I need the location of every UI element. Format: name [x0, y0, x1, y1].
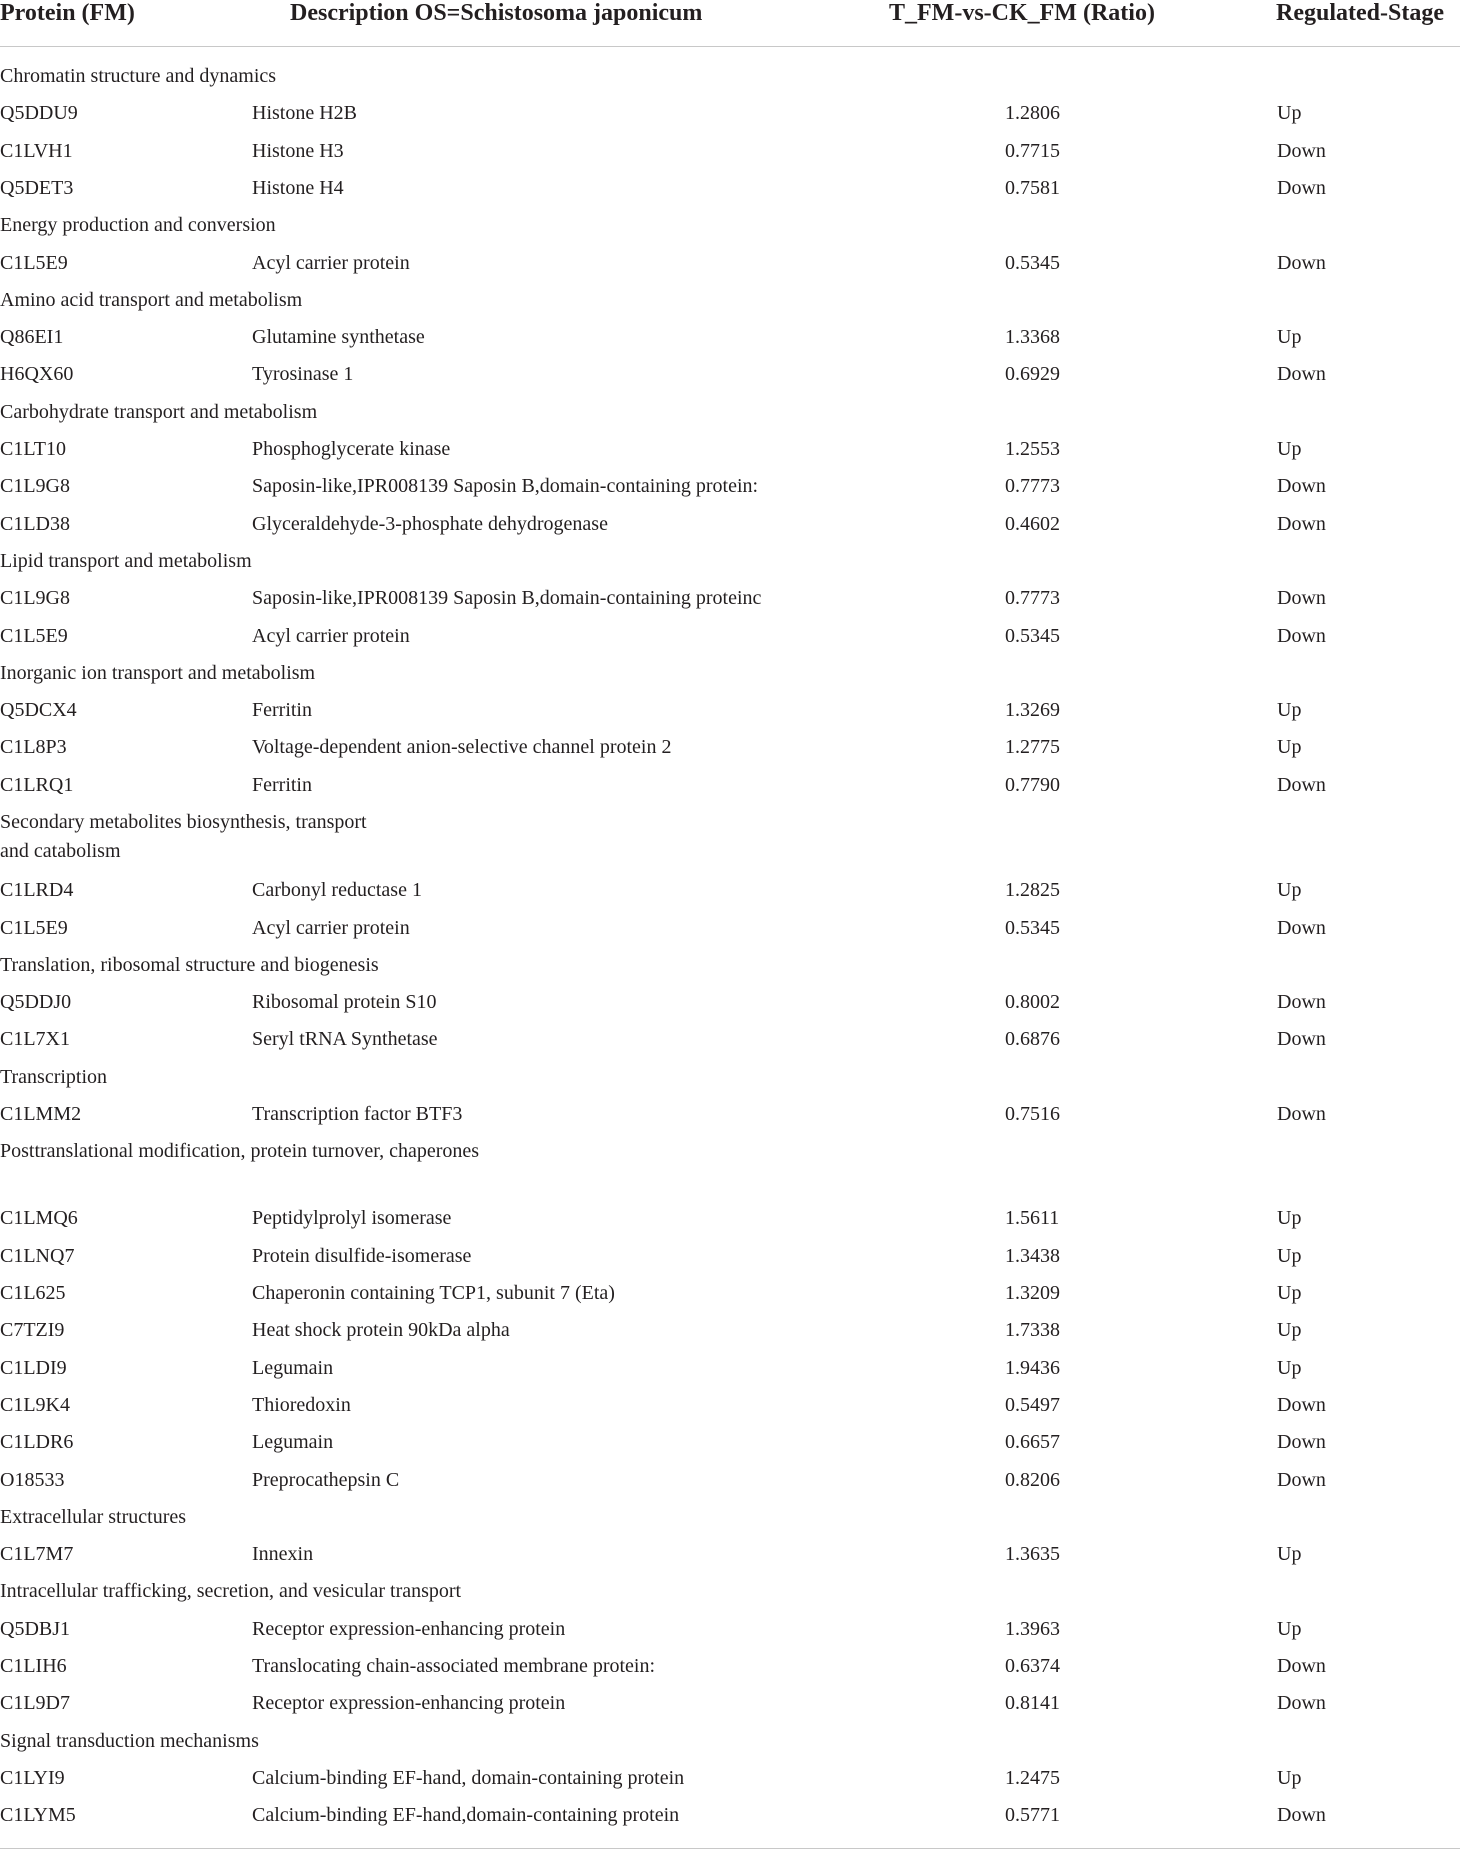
regulated-stage-cell: Down	[1277, 1103, 1326, 1126]
ratio-cell: 0.7773	[1005, 475, 1060, 498]
category-label-continued: and catabolism	[0, 840, 121, 862]
description-cell: Peptidylprolyl isomerase	[252, 1207, 452, 1230]
category-heading	[0, 286, 302, 315]
protein-id-cell: C1LMQ6	[0, 1207, 78, 1230]
category-heading	[0, 1577, 461, 1606]
regulated-stage-cell: Down	[1277, 624, 1326, 647]
category-heading	[0, 659, 315, 688]
header-ratio: T_FM-vs-CK_FM (Ratio)	[889, 0, 1155, 26]
description-cell: Receptor expression-enhancing protein	[252, 1692, 566, 1715]
description-cell: Innexin	[252, 1543, 314, 1566]
header-protein: Protein (FM)	[0, 0, 135, 26]
category-label: Transcription	[0, 1065, 108, 1088]
description-cell: Glutamine synthetase	[252, 326, 425, 349]
protein-id-cell: C1L5E9	[0, 624, 68, 647]
category-heading	[0, 1503, 186, 1532]
description-cell: Legumain	[252, 1431, 334, 1454]
protein-id-cell: O18533	[0, 1468, 65, 1491]
ratio-cell: 0.5497	[1005, 1393, 1060, 1416]
description-cell: Ferritin	[252, 699, 312, 722]
description-cell: Voltage-dependent anion-selective channel protein 2	[252, 736, 672, 759]
description-cell: Tyrosinase 1	[252, 363, 354, 386]
protein-id-cell: H6QX60	[0, 363, 74, 386]
ratio-cell: 1.3269	[1005, 699, 1060, 722]
regulated-stage-cell: Down	[1277, 1393, 1326, 1416]
ratio-cell: 1.2475	[1005, 1766, 1060, 1789]
regulated-stage-cell: Down	[1277, 991, 1326, 1014]
ratio-cell: 0.7773	[1005, 587, 1060, 610]
ratio-cell: 0.5771	[1005, 1804, 1060, 1827]
category-label: Carbohydrate transport and metabolism	[0, 400, 318, 423]
header-regulated-stage: Regulated-Stage	[1276, 0, 1444, 26]
ratio-cell: 1.7338	[1005, 1319, 1060, 1342]
regulated-stage-cell: Down	[1277, 1468, 1326, 1491]
category-heading	[0, 1727, 259, 1756]
ratio-cell: 0.7516	[1005, 1103, 1060, 1126]
protein-id-cell: C1LDI9	[0, 1356, 67, 1379]
ratio-cell: 0.7581	[1005, 176, 1060, 199]
category-heading	[0, 808, 367, 866]
category-label: Energy production and conversion	[0, 214, 276, 237]
protein-id-cell: C1LMM2	[0, 1103, 82, 1126]
regulated-stage-cell: Up	[1277, 736, 1302, 759]
regulated-stage-cell: Down	[1277, 916, 1326, 939]
regulated-stage-cell: Up	[1277, 326, 1302, 349]
ratio-cell: 0.7790	[1005, 773, 1060, 796]
ratio-cell: 1.3963	[1005, 1617, 1060, 1640]
description-cell: Histone H3	[252, 139, 344, 162]
ratio-cell: 1.3368	[1005, 326, 1060, 349]
regulated-stage-cell: Up	[1277, 1356, 1302, 1379]
ratio-cell: 0.6374	[1005, 1655, 1060, 1678]
regulated-stage-cell: Down	[1277, 1431, 1326, 1454]
category-heading	[0, 62, 276, 91]
protein-id-cell: C1L9D7	[0, 1692, 70, 1715]
description-cell: Acyl carrier protein	[252, 916, 410, 939]
ratio-cell: 0.4602	[1005, 512, 1060, 535]
regulated-stage-cell: Down	[1277, 512, 1326, 535]
protein-id-cell: C1L9G8	[0, 475, 70, 498]
category-label: Lipid transport and metabolism	[0, 549, 252, 572]
category-label: Inorganic ion transport and metabolism	[0, 661, 316, 684]
category-label: Secondary metabolites biosynthesis, transport	[0, 811, 367, 833]
description-cell: Phosphoglycerate kinase	[252, 438, 451, 460]
ratio-cell: 1.2775	[1005, 736, 1060, 759]
regulated-stage-cell: Up	[1277, 1207, 1302, 1230]
protein-id-cell: C1L5E9	[0, 251, 68, 274]
category-label: Extracellular structures	[0, 1505, 187, 1528]
regulated-stage-cell: Up	[1277, 1244, 1302, 1267]
protein-id-cell: C1LRQ1	[0, 773, 74, 796]
ratio-cell: 0.5345	[1005, 624, 1060, 647]
description-cell: Receptor expression-enhancing protein	[252, 1617, 566, 1640]
description-cell: Saposin-like,IPR008139 Saposin B,domain-containing protein:	[252, 475, 759, 498]
regulated-stage-cell: Down	[1277, 1028, 1326, 1051]
ratio-cell: 1.3209	[1005, 1282, 1060, 1305]
category-heading	[0, 211, 276, 240]
ratio-cell: 1.3438	[1005, 1244, 1060, 1267]
ratio-cell: 0.6929	[1005, 363, 1060, 386]
protein-id-cell: C1L9K4	[0, 1393, 70, 1416]
regulated-stage-cell: Down	[1277, 475, 1326, 498]
ratio-cell: 0.8002	[1005, 991, 1060, 1014]
protein-id-cell: C1L9G8	[0, 587, 70, 610]
protein-id-cell: C1L625	[0, 1282, 66, 1305]
category-heading	[0, 547, 252, 576]
protein-id-cell: C1L5E9	[0, 916, 68, 939]
ratio-cell: 1.2825	[1005, 879, 1060, 902]
protein-id-cell: C1LYI9	[0, 1766, 65, 1789]
regulated-stage-cell: Down	[1277, 176, 1326, 199]
description-cell: Acyl carrier protein	[252, 624, 410, 647]
category-heading	[0, 398, 317, 427]
description-cell: Seryl tRNA Synthetase	[252, 1028, 438, 1051]
ratio-cell: 0.5345	[1005, 916, 1060, 939]
description-cell: Glyceraldehyde-3-phosphate dehydrogenase	[252, 512, 608, 535]
protein-id-cell: Q5DET3	[0, 176, 74, 199]
regulated-stage-cell: Up	[1277, 1543, 1302, 1566]
ratio-cell: 0.6657	[1005, 1431, 1060, 1454]
description-cell: Calcium-binding EF-hand,domain-containing protein	[252, 1804, 680, 1827]
category-label: Posttranslational modification, protein turnover, chaperones	[0, 1140, 480, 1163]
regulated-stage-cell: Down	[1277, 1655, 1326, 1678]
protein-id-cell: C1LRD4	[0, 879, 74, 902]
description-cell: Heat shock protein 90kDa alpha	[252, 1319, 510, 1342]
protein-id-cell: Q5DCX4	[0, 699, 77, 722]
description-cell: Chaperonin containing TCP1, subunit 7 (Eta)	[252, 1282, 615, 1305]
description-cell: Carbonyl reductase 1	[252, 879, 422, 902]
category-label: Chromatin structure and dynamics	[0, 65, 277, 87]
category-label: Translation, ribosomal structure and biogenesis	[0, 953, 379, 976]
description-cell: Legumain	[252, 1356, 334, 1379]
regulated-stage-cell: Up	[1277, 102, 1302, 125]
category-label: Intracellular trafficking, secretion, and vesicular transport	[0, 1580, 462, 1603]
ratio-cell: 0.7715	[1005, 139, 1060, 162]
description-cell: Histone H4	[252, 176, 344, 199]
regulated-stage-cell: Down	[1277, 251, 1326, 274]
protein-id-cell: C1LD38	[0, 512, 70, 535]
description-cell: Preprocathepsin C	[252, 1468, 400, 1491]
description-cell: Histone H2B	[252, 102, 357, 125]
regulated-stage-cell: Down	[1277, 139, 1326, 162]
ratio-cell: 1.2806	[1005, 102, 1060, 125]
description-cell: Saposin-like,IPR008139 Saposin B,domain-containing proteinc	[252, 587, 762, 610]
regulated-stage-cell: Up	[1277, 879, 1302, 902]
regulated-stage-cell: Up	[1277, 438, 1302, 460]
regulated-stage-cell: Down	[1277, 363, 1326, 386]
header-description: Description OS=Schistosoma japonicum	[290, 0, 703, 26]
regulated-stage-cell: Up	[1277, 1617, 1302, 1640]
protein-id-cell: C1LNQ7	[0, 1244, 75, 1267]
ratio-cell: 0.8206	[1005, 1468, 1060, 1491]
ratio-cell: 0.8141	[1005, 1692, 1060, 1715]
ratio-cell: 1.2553	[1005, 438, 1060, 460]
category-heading	[0, 1137, 479, 1166]
description-cell: Calcium-binding EF-hand, domain-containing protein	[252, 1766, 685, 1789]
regulated-stage-cell: Down	[1277, 1692, 1326, 1715]
description-cell: Acyl carrier protein	[252, 251, 410, 274]
regulated-stage-cell: Up	[1277, 1282, 1302, 1305]
table-bottom-rule	[0, 1848, 1460, 1849]
category-heading	[0, 951, 379, 980]
regulated-stage-cell: Down	[1277, 587, 1326, 610]
ratio-cell: 1.3635	[1005, 1543, 1060, 1566]
ratio-cell: 1.5611	[1005, 1207, 1060, 1230]
protein-id-cell: Q5DDU9	[0, 102, 78, 125]
table-header	[0, 0, 1460, 47]
category-heading	[0, 1063, 107, 1092]
protein-id-cell: C1L8P3	[0, 736, 67, 759]
protein-id-cell: Q86EI1	[0, 326, 64, 349]
category-label: Amino acid transport and metabolism	[0, 288, 303, 311]
protein-id-cell: C1LIH6	[0, 1655, 67, 1678]
regulated-stage-cell: Down	[1277, 1804, 1326, 1827]
protein-id-cell: C1LT10	[0, 438, 66, 460]
description-cell: Ferritin	[252, 773, 312, 796]
description-cell: Protein disulfide-isomerase	[252, 1244, 472, 1267]
ratio-cell: 0.6876	[1005, 1028, 1060, 1051]
description-cell: Thioredoxin	[252, 1393, 351, 1416]
category-label: Signal transduction mechanisms	[0, 1729, 259, 1752]
regulated-stage-cell: Up	[1277, 1319, 1302, 1342]
protein-id-cell: C1LVH1	[0, 139, 73, 162]
description-cell: Translocating chain-associated membrane protein:	[252, 1655, 656, 1678]
protein-id-cell: C1L7X1	[0, 1028, 70, 1051]
description-cell: Ribosomal protein S10	[252, 991, 437, 1014]
protein-id-cell: C1LDR6	[0, 1431, 74, 1454]
regulated-stage-cell: Down	[1277, 773, 1326, 796]
protein-id-cell: Q5DBJ1	[0, 1617, 71, 1640]
regulated-stage-cell: Up	[1277, 699, 1302, 722]
description-cell: Transcription factor BTF3	[252, 1103, 463, 1126]
protein-id-cell: C7TZI9	[0, 1319, 65, 1342]
ratio-cell: 0.5345	[1005, 251, 1060, 274]
protein-id-cell: Q5DDJ0	[0, 991, 72, 1014]
regulated-stage-cell: Up	[1277, 1766, 1302, 1789]
protein-id-cell: C1LYM5	[0, 1804, 76, 1827]
protein-id-cell: C1L7M7	[0, 1543, 74, 1566]
ratio-cell: 1.9436	[1005, 1356, 1060, 1379]
